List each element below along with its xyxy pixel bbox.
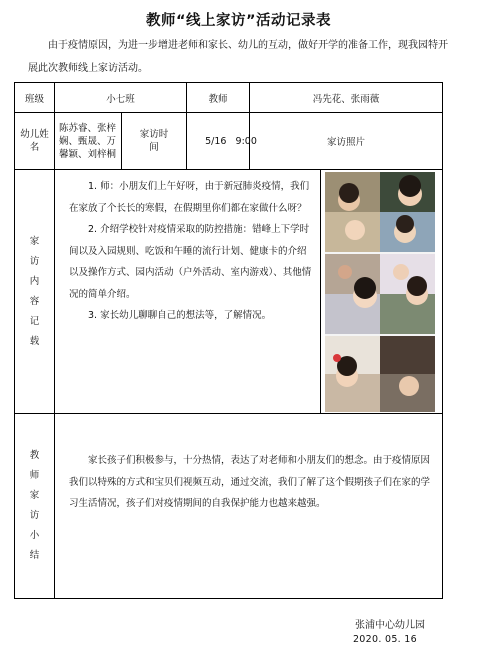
content-label-char: 家 <box>29 235 40 247</box>
header-row <box>15 83 443 113</box>
summary-text-cell <box>55 414 443 599</box>
time-value-cell <box>187 113 257 170</box>
photo-label-cell <box>250 113 443 170</box>
content-label-char: 访 <box>29 255 40 267</box>
photo-cell <box>321 170 443 414</box>
time-value: 5/16 9:00 <box>205 135 257 147</box>
summary-label-char: 访 <box>29 510 40 521</box>
teacher-label-cell <box>187 83 250 113</box>
content-item: 1. 师：小朋友们上午好呀，由于新冠肺炎疫情，我们在家放了个长长的寒假，在假期里你们都在家做什么呀？ <box>69 181 310 214</box>
teacher-value-cell <box>250 83 443 113</box>
visit-record-table <box>14 82 443 599</box>
video-call-photo <box>325 172 435 412</box>
content-label-cell <box>15 170 55 414</box>
content-label-char: 记 <box>29 315 40 327</box>
content-item: 2. 介绍学校针对疫情采取的防控措施：错峰上下学时间以及入园规则、吃饭和午睡的流行计划、健康卡的介绍以及操作方式、园内活动（户外活动、室内游戏）、其他情况的简单介绍。 <box>69 224 312 300</box>
child-names-cell <box>55 113 122 170</box>
class-value-cell <box>55 83 187 113</box>
intro-paragraph: 由于疫情原因，为进一步增进老师和家长、幼儿的互动，做好开学的准备工作，现我园特开展此次教师线上家访活动。 <box>28 40 448 74</box>
child-row <box>15 113 443 170</box>
summary-label-char: 教 <box>29 450 40 461</box>
content-row <box>15 170 443 414</box>
school-name: 张浦中心幼儿园 <box>355 620 425 631</box>
content-item: 3. 家长幼儿聊聊自己的想法等，了解情况。 <box>88 310 272 321</box>
video-call-collage <box>325 172 435 412</box>
time-label-cell <box>122 113 187 170</box>
summary-row <box>15 414 443 599</box>
child-label: 幼儿姓名 <box>20 129 49 153</box>
child-label-cell <box>15 113 55 170</box>
content-label-char: 内 <box>29 275 40 287</box>
class-value: 小七班 <box>106 93 135 105</box>
summary-label-char: 师 <box>29 470 40 481</box>
teacher-value: 冯先花、张雨薇 <box>312 93 380 105</box>
content-text-cell <box>55 170 321 414</box>
summary-text: 家长孩子们积极参与，十分热情，表达了对老师和小朋友们的想念。由于疫情原因我们以特殊的方式和宝贝们视频互动，通过交流，我们了解了这个假期孩子们在家的学习生活情况，孩子们对疫情期间的自我保护能力也越来越强。 <box>69 455 431 509</box>
content-label-char: 载 <box>29 335 40 347</box>
summary-label-char: 结 <box>29 550 40 561</box>
class-label-cell <box>15 83 55 113</box>
summary-label-char: 家 <box>29 490 40 501</box>
document-title: 教师“线上家访”活动记录表 <box>145 13 332 29</box>
class-label: 班级 <box>24 93 44 105</box>
record-date: 2020. 05. 16 <box>352 634 417 645</box>
teacher-label: 教师 <box>208 93 228 105</box>
summary-label-cell <box>15 414 55 599</box>
time-label: 家访时间 <box>139 129 169 153</box>
photo-label: 家访照片 <box>327 137 366 148</box>
summary-label-char: 小 <box>29 530 40 541</box>
content-label-char: 容 <box>29 295 40 307</box>
child-names: 陈苏睿、张梓娴、甄晟、万馨颖、刘梓桐 <box>59 122 117 160</box>
